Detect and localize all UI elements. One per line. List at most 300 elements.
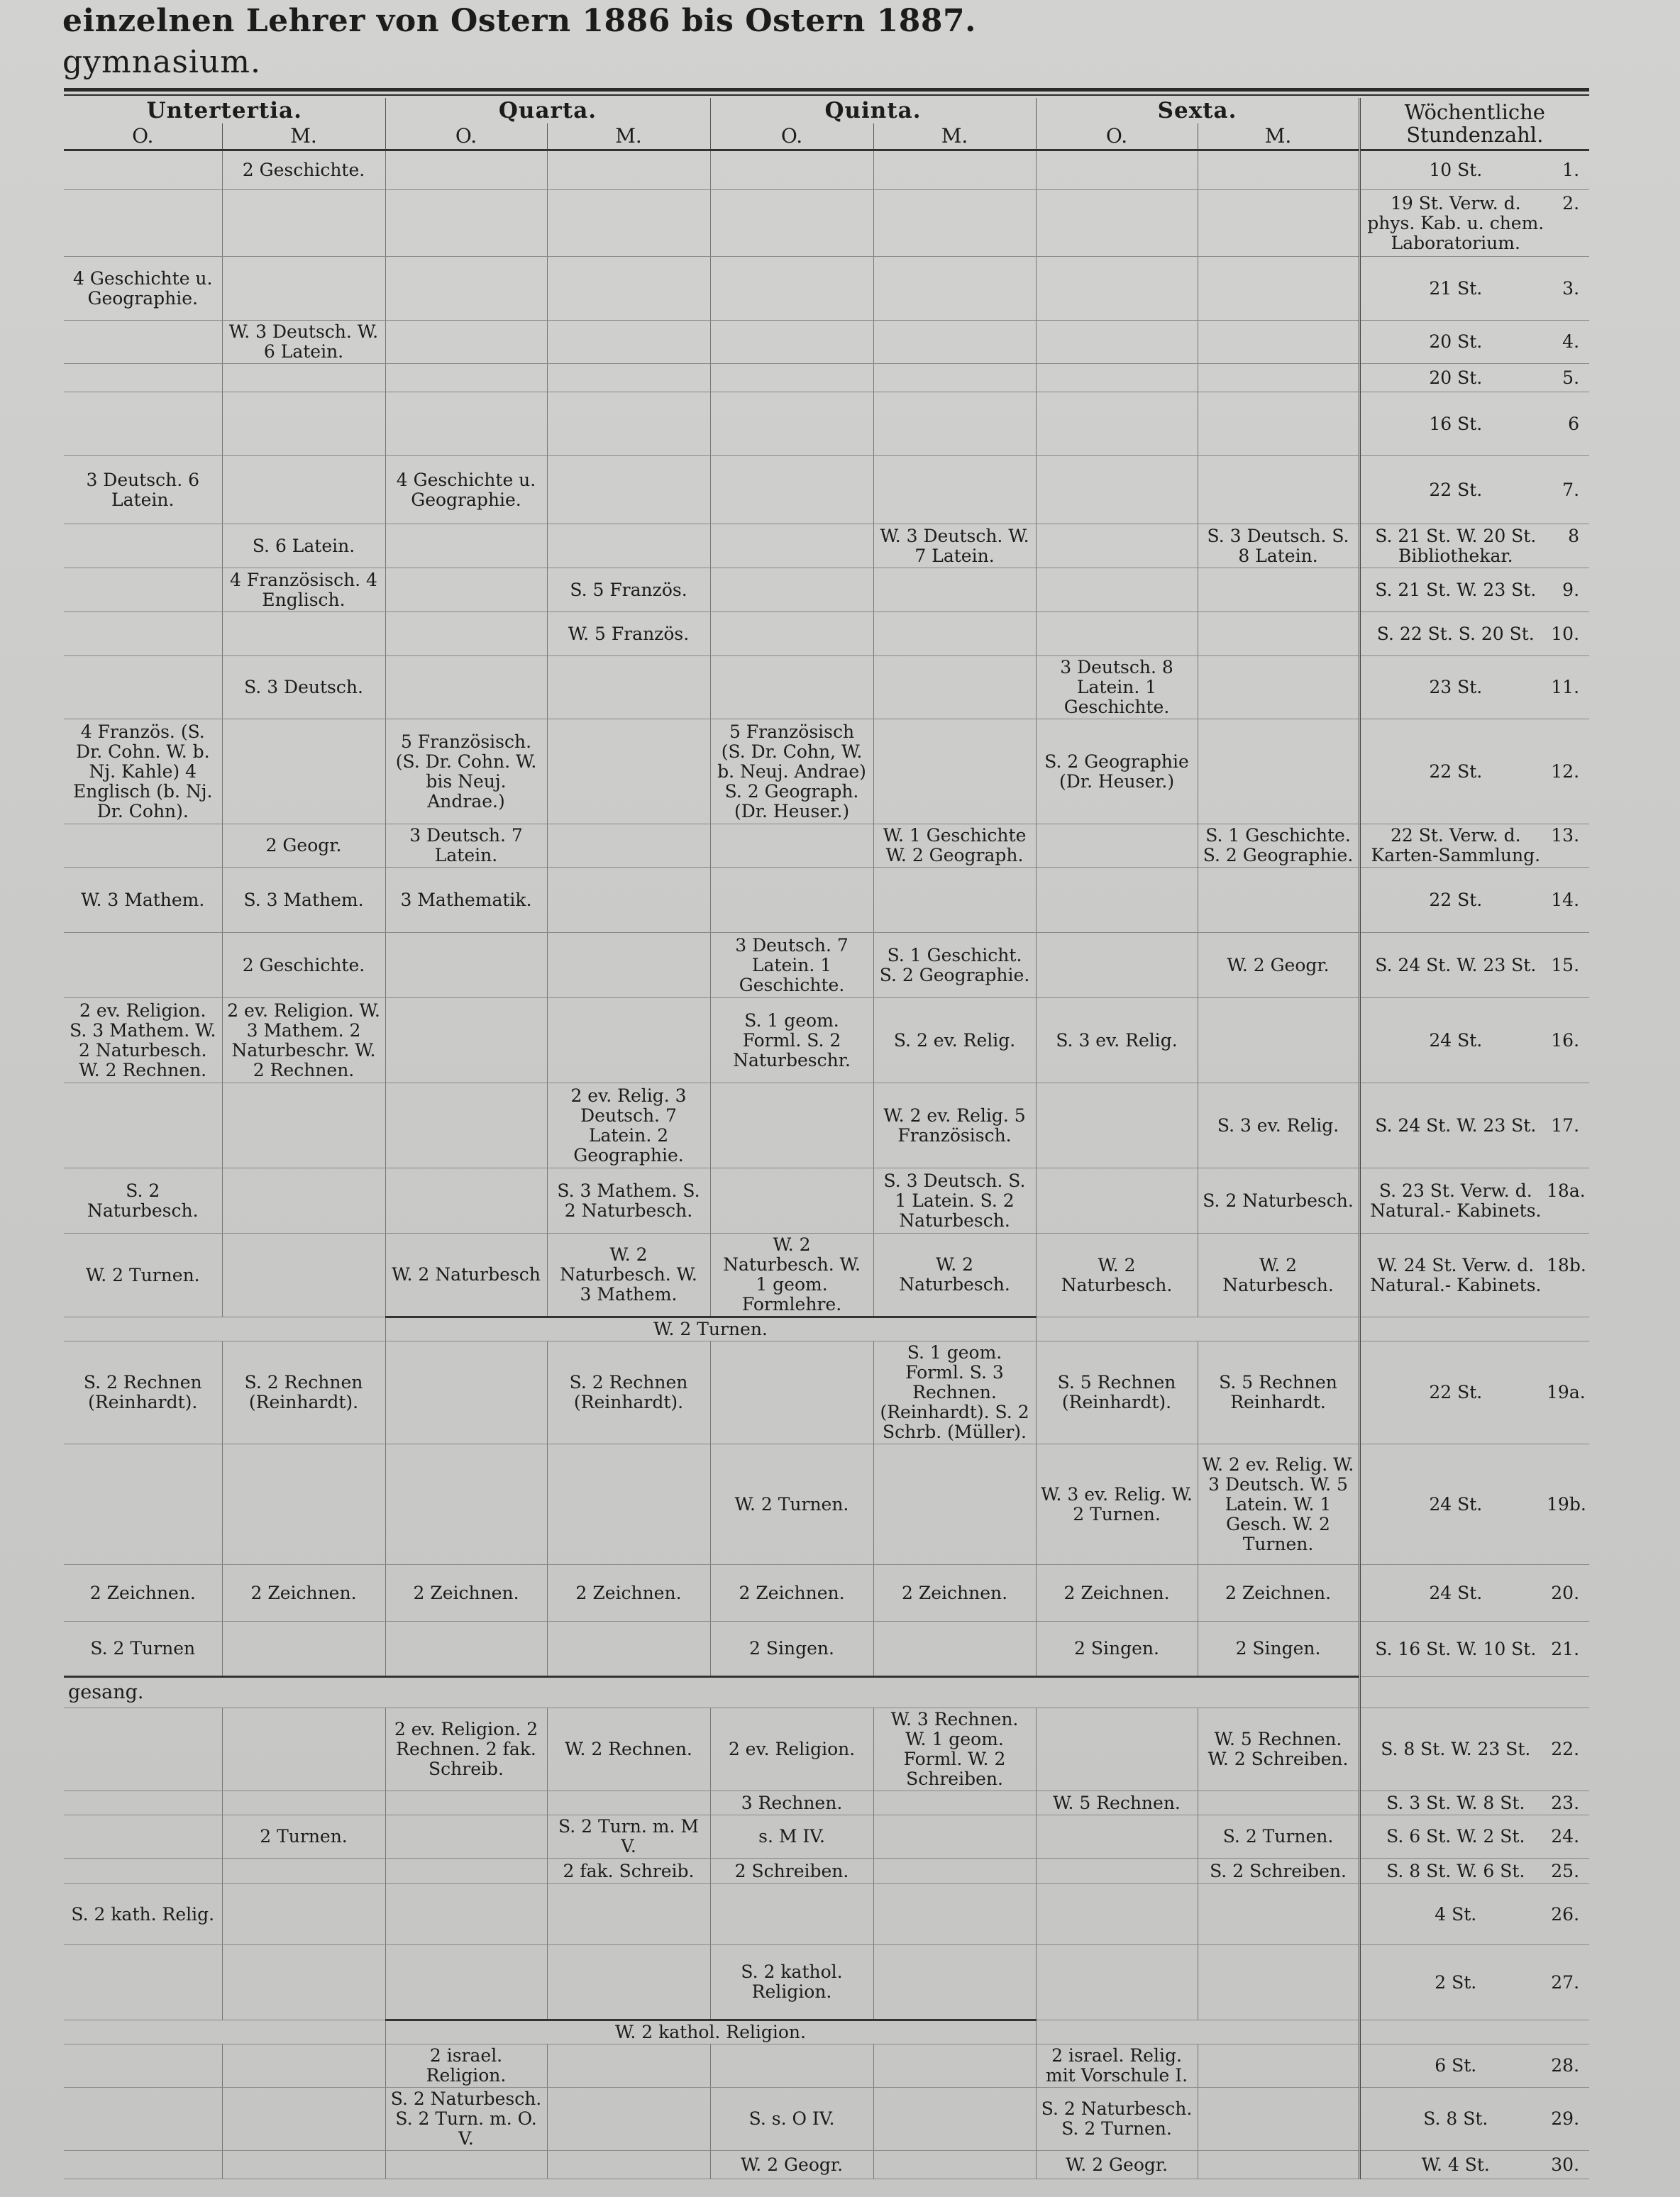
schedule-cell: 2 Singen. [1036, 1622, 1198, 1677]
schedule-cell: 2 Geogr. [222, 824, 385, 868]
schedule-row [64, 524, 1589, 568]
schedule-cell [873, 1945, 1036, 2020]
sub-m: M. [873, 123, 1036, 150]
schedule-cell [1036, 321, 1198, 364]
schedule-cell: 2 Zeichnen. [222, 1565, 385, 1622]
row-number: 10. [1551, 623, 1580, 644]
row-number: 24. [1551, 1826, 1580, 1847]
schedule-cell [64, 933, 222, 998]
schedule-cell [1036, 150, 1198, 190]
schedule-cell [1036, 456, 1198, 524]
schedule-cell [1036, 392, 1198, 456]
schedule-cell: 2 Geschichte. [222, 150, 385, 190]
schedule-row [64, 1168, 1589, 1234]
schedule-row [64, 933, 1589, 998]
blank-cell [64, 1317, 385, 1341]
row-number: 14. [1551, 889, 1580, 910]
schedule-cell: W. 2 Naturbesch. [873, 1234, 1036, 1317]
schedule-cell [873, 1859, 1036, 1884]
hours-value: W. 4 St. [1421, 2154, 1490, 2175]
schedule-cell: S. 3 Mathem. [222, 868, 385, 933]
schedule-cell [64, 1791, 222, 1815]
schedule-cell: S. 2 Turn. m. M V. [547, 1815, 710, 1859]
schedule-cell [547, 2044, 710, 2088]
schedule-body [64, 150, 1589, 2179]
schedule-cell: W. 1 Geschichte W. 2 Geograph. [873, 824, 1036, 868]
schedule-cell [385, 1168, 547, 1234]
schedule-cell: S. s. O IV. [710, 2088, 873, 2151]
hours-cell [1359, 392, 1589, 456]
hours-value: S. 21 St. W. 20 St. Bibliothekar. [1375, 525, 1537, 566]
hours-cell [1359, 1677, 1589, 1708]
schedule-row [64, 1815, 1589, 1859]
schedule-cell: W. 3 Deutsch. W. 6 Latein. [222, 321, 385, 364]
schedule-cell [1036, 824, 1198, 868]
schedule-cell [222, 1622, 385, 1677]
schedule-cell: W. 2 ev. Relig. 5 Französisch. [873, 1083, 1036, 1168]
hours-cell [1359, 568, 1589, 612]
schedule-cell: S. 2 Geographie (Dr. Heuser.) [1036, 719, 1198, 824]
schedule-cell [222, 2044, 385, 2088]
schedule-cell [222, 364, 385, 392]
schedule-cell [873, 656, 1036, 719]
schedule-cell: 2 Geschichte. [222, 933, 385, 998]
schedule-row [64, 998, 1589, 1083]
schedule-cell [385, 1791, 547, 1815]
row-number: 8 [1568, 525, 1580, 546]
row-number: 13. [1551, 825, 1580, 846]
hours-value: 22 St. [1429, 1382, 1483, 1402]
schedule-cell [710, 150, 873, 190]
header-line-1: einzelnen Lehrer von Ostern 1886 bis Ostern 1887. [62, 3, 976, 39]
schedule-cell [222, 2151, 385, 2179]
schedule-cell: 2 ev. Religion. W. 3 Mathem. 2 Naturbeschr. W. 2 Rechnen. [222, 998, 385, 1083]
schedule-cell [64, 1859, 222, 1884]
schedule-cell [873, 1444, 1036, 1565]
hours-cell [1359, 1815, 1589, 1859]
schedule-cell [385, 568, 547, 612]
schedule-cell: S. 2 Naturbesch. S. 2 Turnen. [1036, 2088, 1198, 2151]
schedule-cell [710, 190, 873, 257]
schedule-cell [1036, 1884, 1198, 1945]
schedule-cell [385, 1945, 547, 2020]
row-number: 26. [1551, 1903, 1580, 1925]
schedule-cell [710, 456, 873, 524]
hours-value: 20 St. [1429, 331, 1483, 352]
schedule-row [64, 392, 1589, 456]
schedule-row [64, 456, 1589, 524]
schedule-cell [547, 321, 710, 364]
schedule-cell [710, 524, 873, 568]
schedule-cell [873, 612, 1036, 656]
hours-value: S. 6 St. W. 2 St. [1386, 1826, 1525, 1847]
hours-cell [1359, 364, 1589, 392]
schedule-cell: S. 1 Geschicht. S. 2 Geographie. [873, 933, 1036, 998]
schedule-cell [547, 392, 710, 456]
schedule-cell: S. 3 ev. Relig. [1036, 998, 1198, 1083]
class-quarta: Quarta. [385, 98, 710, 123]
schedule-cell [1198, 321, 1359, 364]
schedule-cell [710, 1341, 873, 1444]
hours-value: 22 St. [1429, 479, 1483, 500]
schedule-cell [1198, 998, 1359, 1083]
sub-m: M. [547, 123, 710, 150]
schedule-cell [1198, 568, 1359, 612]
schedule-cell [222, 1884, 385, 1945]
hours-cell [1359, 1945, 1589, 2020]
hours-cell [1359, 1884, 1589, 1945]
schedule-cell [385, 1622, 547, 1677]
schedule-cell [1036, 257, 1198, 321]
schedule-cell [547, 150, 710, 190]
hours-cell [1359, 1622, 1589, 1677]
schedule-cell: 3 Deutsch. 7 Latein. 1 Geschichte. [710, 933, 873, 998]
schedule-cell [222, 1083, 385, 1168]
schedule-row [64, 364, 1589, 392]
schedule-cell [64, 1815, 222, 1859]
schedule-cell: S. 5 Rechnen (Reinhardt). [1036, 1341, 1198, 1444]
schedule-row [64, 1859, 1589, 1884]
hours-value: W. 24 St. Verw. d. Natural.- Kabinets. [1370, 1254, 1542, 1295]
schedule-cell [385, 321, 547, 364]
schedule-cell: W. 2 Naturbesch. W. 3 Mathem. [547, 1234, 710, 1317]
schedule-cell [222, 392, 385, 456]
sub-o: O. [1036, 123, 1198, 150]
schedule-cell: S. 1 geom. Forml. S. 2 Naturbeschr. [710, 998, 873, 1083]
schedule-row [64, 1083, 1589, 1168]
class-sexta: Sexta. [1036, 98, 1359, 123]
hours-value: 10 St. [1429, 160, 1483, 180]
schedule-cell [385, 392, 547, 456]
schedule-cell [385, 257, 547, 321]
schedule-row [64, 656, 1589, 719]
schedule-cell [547, 868, 710, 933]
schedule-cell: W. 2 Geogr. [1198, 933, 1359, 998]
schedule-table [64, 98, 1589, 2179]
row-number: 25. [1551, 1860, 1580, 1881]
schedule-cell: 2 israel. Relig. mit Vorschule I. [1036, 2044, 1198, 2088]
schedule-cell: 2 Singen. [710, 1622, 873, 1677]
row-number: 19b. [1547, 1493, 1586, 1515]
row-number: 22. [1551, 1739, 1580, 1759]
schedule-cell: S. 3 ev. Relig. [1198, 1083, 1359, 1168]
schedule-cell [64, 2088, 222, 2151]
schedule-cell [710, 824, 873, 868]
row-number: 20. [1551, 1582, 1580, 1603]
schedule-cell [710, 257, 873, 321]
row-number: 28. [1551, 2055, 1580, 2076]
schedule-cell: 2 ev. Relig. 3 Deutsch. 7 Latein. 2 Geographie. [547, 1083, 710, 1168]
row-number: 17. [1551, 1114, 1580, 1136]
schedule-cell: 2 ev. Religion. [710, 1708, 873, 1791]
schedule-cell [1198, 150, 1359, 190]
schedule-cell: 2 fak. Schreib. [547, 1859, 710, 1884]
row-number: 15. [1551, 954, 1580, 975]
schedule-cell [1036, 1945, 1198, 2020]
hours-cell [1359, 1708, 1589, 1791]
schedule-cell: S. 3 Deutsch. [222, 656, 385, 719]
schedule-cell [873, 1622, 1036, 1677]
schedule-cell: W. 2 Geogr. [710, 2151, 873, 2179]
schedule-row [64, 868, 1589, 933]
schedule-cell: 3 Deutsch. 8 Latein. 1 Geschichte. [1036, 656, 1198, 719]
schedule-cell [222, 719, 385, 824]
hours-value: S. 8 St. W. 23 St. [1381, 1739, 1531, 1759]
schedule-cell: 4 Französisch. 4 Englisch. [222, 568, 385, 612]
schedule-cell [222, 1791, 385, 1815]
schedule-cell [385, 998, 547, 1083]
sub-o: O. [385, 123, 547, 150]
schedule-cell [1036, 933, 1198, 998]
row-number: 21. [1551, 1638, 1580, 1659]
schedule-cell [64, 2151, 222, 2179]
hours-cell [1359, 719, 1589, 824]
schedule-row [64, 2044, 1589, 2088]
schedule-cell [222, 1444, 385, 1565]
schedule-cell [710, 568, 873, 612]
hours-value: 22 St. Verw. d. Karten-Sammlung. [1371, 825, 1541, 865]
schedule-cell [873, 719, 1036, 824]
schedule-cell [547, 364, 710, 392]
schedule-cell [710, 656, 873, 719]
schedule-cell [710, 868, 873, 933]
schedule-cell [873, 392, 1036, 456]
schedule-cell [222, 257, 385, 321]
schedule-cell: 5 Französisch (S. Dr. Cohn, W. b. Neuj. Andrae) S. 2 Geograph. (Dr. Heuser.) [710, 719, 873, 824]
schedule-cell: 2 Zeichnen. [1198, 1565, 1359, 1622]
schedule-cell [873, 456, 1036, 524]
top-rule [64, 88, 1589, 92]
schedule-row [64, 824, 1589, 868]
schedule-cell [385, 1341, 547, 1444]
schedule-cell [222, 1859, 385, 1884]
schedule-cell: W. 5 Französ. [547, 612, 710, 656]
schedule-row-extra [64, 2020, 1589, 2044]
schedule-cell [1198, 1884, 1359, 1945]
header-line-2: gymnasium. [62, 44, 262, 80]
row-number: 29. [1551, 2108, 1580, 2129]
schedule-cell: S. 1 geom. Forml. S. 3 Rechnen. (Reinhardt). S. 2 Schrb. (Müller). [873, 1341, 1036, 1444]
hours-value: 16 St. [1429, 413, 1483, 434]
schedule-cell [385, 1083, 547, 1168]
hours-value: S. 3 St. W. 8 St. [1386, 1792, 1525, 1813]
hours-cell [1359, 1317, 1589, 1341]
schedule-cell [1036, 1708, 1198, 1791]
hours-value: 20 St. [1429, 367, 1483, 388]
schedule-cell [385, 364, 547, 392]
schedule-cell [222, 2088, 385, 2151]
hours-value: S. 23 St. Verw. d. Natural.- Kabinets. [1370, 1180, 1542, 1221]
schedule-cell: 4 Geschichte u. Geographie. [64, 257, 222, 321]
schedule-row [64, 568, 1589, 612]
schedule-cell [1198, 2044, 1359, 2088]
schedule-cell [547, 1444, 710, 1565]
schedule-row [64, 612, 1589, 656]
schedule-cell: S. 2 kathol. Religion. [710, 1945, 873, 2020]
schedule-cell [64, 824, 222, 868]
top-rule-thin [64, 94, 1589, 96]
sub-m: M. [222, 123, 385, 150]
schedule-cell [385, 190, 547, 257]
sub-m: M. [1198, 123, 1359, 150]
schedule-row [64, 1341, 1589, 1444]
schedule-cell: S. 3 Mathem. S. 2 Naturbesch. [547, 1168, 710, 1234]
schedule-cell [547, 656, 710, 719]
schedule-cell: 2 Schreiben. [710, 1859, 873, 1884]
hours-cell [1359, 656, 1589, 719]
schedule-cell: S. 5 Französ. [547, 568, 710, 612]
hours-cell [1359, 257, 1589, 321]
schedule-cell: 2 Zeichnen. [873, 1565, 1036, 1622]
schedule-cell [64, 150, 222, 190]
schedule-cell [547, 456, 710, 524]
hours-cell [1359, 1791, 1589, 1815]
schedule-cell: 2 israel. Religion. [385, 2044, 547, 2088]
schedule-cell [1198, 2088, 1359, 2151]
row-number: 18b. [1547, 1254, 1586, 1275]
hours-value: S. 22 St. S. 20 St. [1376, 623, 1535, 644]
schedule-cell [873, 1815, 1036, 1859]
hours-cell [1359, 933, 1589, 998]
schedule-cell: W. 5 Rechnen. W. 2 Schreiben. [1198, 1708, 1359, 1791]
schedule-cell: 2 Zeichnen. [385, 1565, 547, 1622]
schedule-cell [873, 568, 1036, 612]
schedule-cell [64, 321, 222, 364]
schedule-cell [64, 1083, 222, 1168]
hours-value: 24 St. [1429, 1029, 1483, 1051]
schedule-cell [222, 1234, 385, 1317]
hours-value: 24 St. [1429, 1582, 1483, 1603]
schedule-cell: 2 Zeichnen. [710, 1565, 873, 1622]
hours-cell [1359, 824, 1589, 868]
schedule-cell [1036, 612, 1198, 656]
blank-cell [64, 2020, 385, 2044]
schedule-cell [547, 719, 710, 824]
row-number: 30. [1551, 2154, 1580, 2175]
row-number: 2. [1562, 192, 1580, 214]
hours-cell [1359, 868, 1589, 933]
schedule-cell: S. 3 Deutsch. S. 1 Latein. S. 2 Naturbesch. [873, 1168, 1036, 1234]
hours-value: 23 St. [1429, 677, 1483, 697]
hours-value: 21 St. [1429, 277, 1483, 299]
schedule-row [64, 1565, 1589, 1622]
schedule-cell [385, 612, 547, 656]
schedule-row [64, 1622, 1589, 1677]
schedule-cell [547, 190, 710, 257]
schedule-cell: W. 2 Naturbesch. W. 1 geom. Formlehre. [710, 1234, 873, 1317]
hours-cell [1359, 150, 1589, 190]
schedule-cell: S. 5 Rechnen Reinhardt. [1198, 1341, 1359, 1444]
schedule-cell [547, 524, 710, 568]
row-number: 4. [1562, 331, 1580, 352]
schedule-cell [385, 1444, 547, 1565]
row-number: 5. [1562, 367, 1580, 388]
schedule-cell [1198, 1791, 1359, 1815]
schedule-cell [710, 364, 873, 392]
schedule-cell [64, 1708, 222, 1791]
schedule-cell: 3 Deutsch. 7 Latein. [385, 824, 547, 868]
row-number: 3. [1562, 277, 1580, 299]
schedule-cell: S. 2 Naturbesch. [1198, 1168, 1359, 1234]
schedule-cell [873, 150, 1036, 190]
schedule-cell: W. 3 Deutsch. W. 7 Latein. [873, 524, 1036, 568]
schedule-cell: 2 Zeichnen. [547, 1565, 710, 1622]
schedule-cell [1198, 2151, 1359, 2179]
schedule-cell: W. 5 Rechnen. [1036, 1791, 1198, 1815]
hours-value: S. 24 St. W. 23 St. [1375, 1114, 1537, 1136]
schedule-cell [547, 1791, 710, 1815]
row-number: 7. [1562, 479, 1580, 500]
schedule-cell [547, 2088, 710, 2151]
schedule-cell: W. 2 Turnen. [64, 1234, 222, 1317]
hours-value: 6 St. [1435, 2055, 1477, 2076]
schedule-cell [222, 1945, 385, 2020]
schedule-row [64, 1234, 1589, 1317]
schedule-cell [710, 321, 873, 364]
schedule-cell: S. 1 Geschichte. S. 2 Geographie. [1198, 824, 1359, 868]
hours-cell [1359, 1234, 1589, 1317]
sub-o: O. [710, 123, 873, 150]
hours-cell [1359, 2044, 1589, 2088]
schedule-cell [1036, 190, 1198, 257]
schedule-cell [222, 1168, 385, 1234]
schedule-cell [1036, 364, 1198, 392]
schedule-cell: S. 2 Schreiben. [1198, 1859, 1359, 1884]
schedule-cell [1036, 568, 1198, 612]
schedule-cell [873, 1791, 1036, 1815]
schedule-cell [1036, 1083, 1198, 1168]
schedule-row [64, 1708, 1589, 1791]
row-number: 18a. [1547, 1180, 1586, 1201]
schedule-cell [64, 1945, 222, 2020]
schedule-cell: 2 Turnen. [222, 1815, 385, 1859]
row-number: 1. [1562, 160, 1580, 180]
row-number: 19a. [1547, 1382, 1586, 1402]
hours-value: 4 St. [1435, 1903, 1477, 1925]
schedule-cell [1198, 868, 1359, 933]
schedule-cell: W. 3 Rechnen. W. 1 geom. Forml. W. 2 Schreiben. [873, 1708, 1036, 1791]
schedule-cell [64, 656, 222, 719]
hours-cell [1359, 1168, 1589, 1234]
schedule-cell: W. 2 Naturbesch. [1198, 1234, 1359, 1317]
schedule-cell [547, 2151, 710, 2179]
schedule-cell: S. 2 kath. Relig. [64, 1884, 222, 1945]
schedule-row [64, 1945, 1589, 2020]
schedule-row [64, 719, 1589, 824]
schedule-row [64, 190, 1589, 257]
schedule-cell: W. 2 Turnen. [710, 1444, 873, 1565]
schedule-cell: W. 2 Naturbesch [385, 1234, 547, 1317]
schedule-cell: S. 2 Turnen. [1198, 1815, 1359, 1859]
spanning-cell: W. 2 Turnen. [385, 1317, 1036, 1341]
schedule-cell [385, 1859, 547, 1884]
sub-o: O. [64, 123, 222, 150]
schedule-cell [547, 1945, 710, 2020]
schedule-cell [1198, 612, 1359, 656]
schedule-cell [873, 2151, 1036, 2179]
schedule-cell: 2 Zeichnen. [64, 1565, 222, 1622]
schedule-cell: 5 Französisch. (S. Dr. Cohn. W. bis Neuj. Andrae.) [385, 719, 547, 824]
class-untertertia: Untertertia. [146, 98, 302, 123]
schedule-cell: 3 Deutsch. 6 Latein. [64, 456, 222, 524]
schedule-row [64, 257, 1589, 321]
schedule-cell [222, 190, 385, 257]
schedule-cell [710, 612, 873, 656]
hours-cell [1359, 1859, 1589, 1884]
schedule-cell: 2 Zeichnen. [1036, 1565, 1198, 1622]
hours-cell [1359, 1444, 1589, 1565]
hours-value: 19 St. Verw. d. phys. Kab. u. chem. Laboratorium. [1367, 192, 1544, 253]
